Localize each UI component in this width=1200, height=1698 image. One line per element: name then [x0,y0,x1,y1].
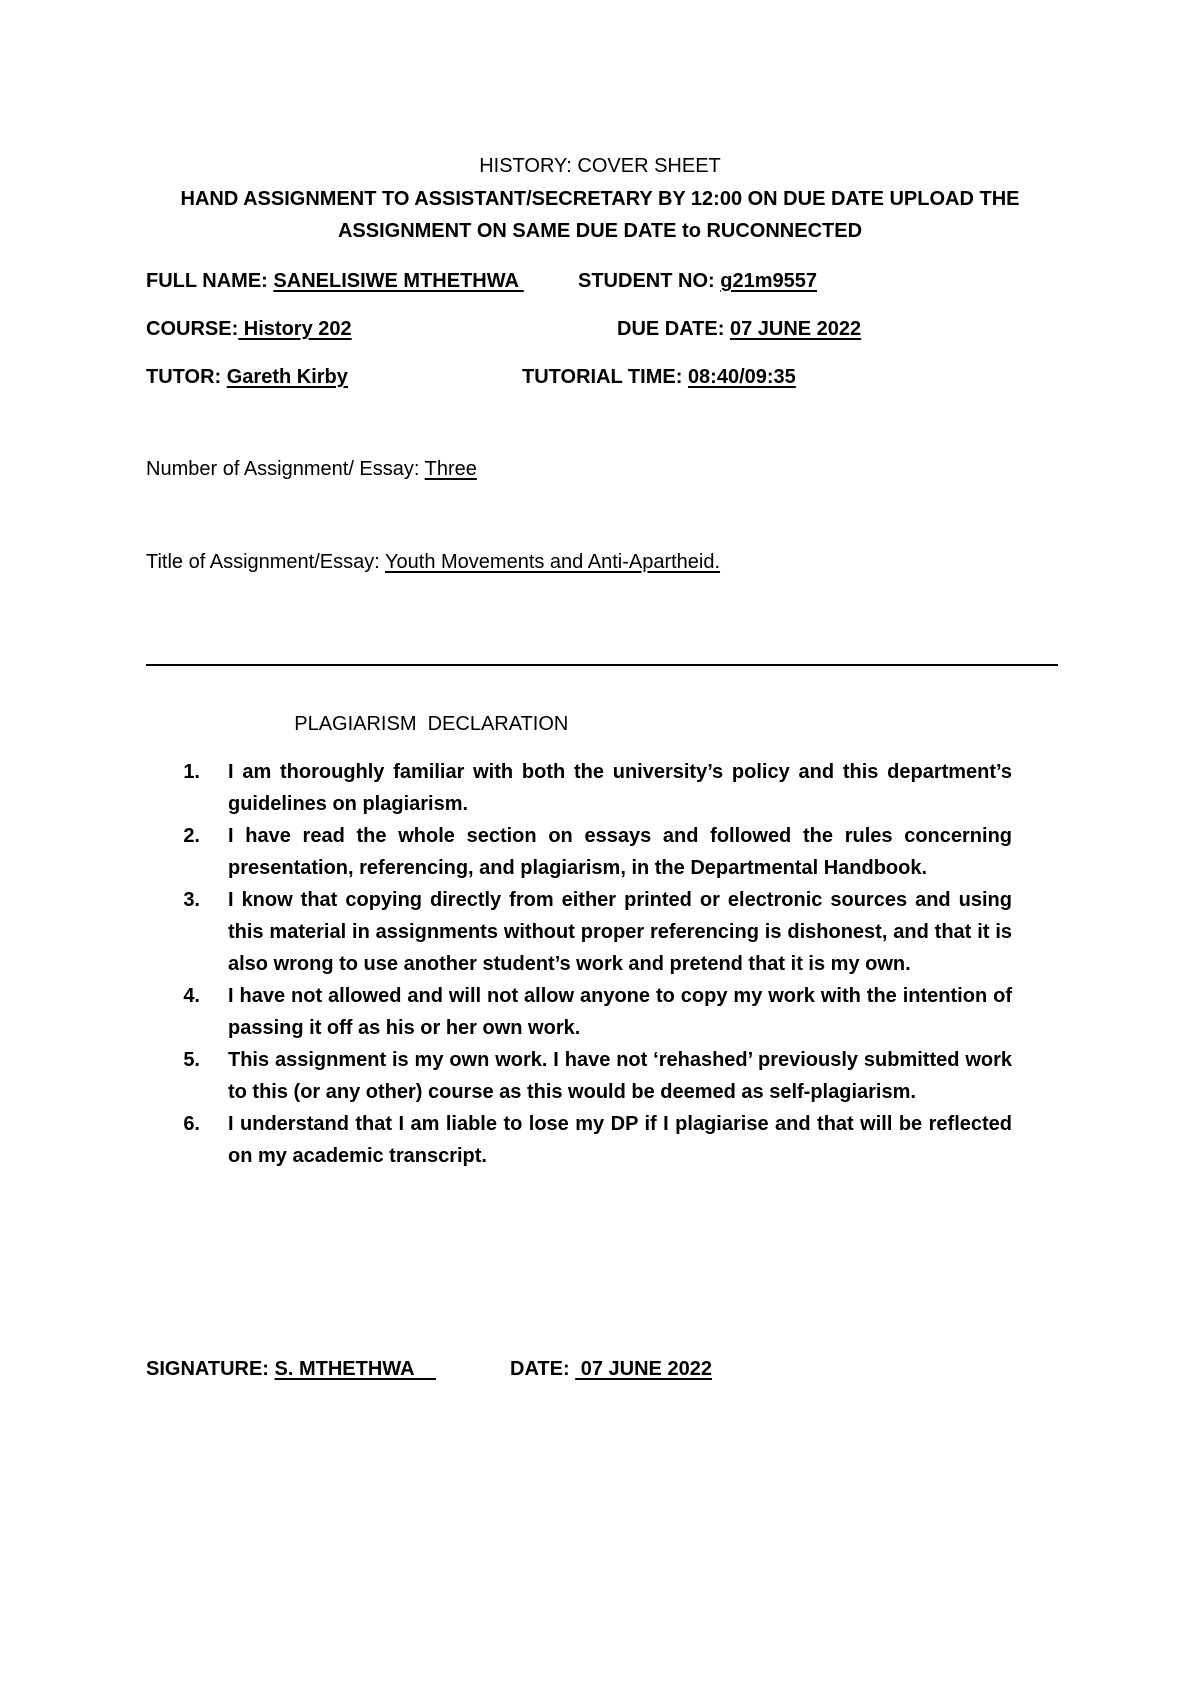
declaration-item-number: 2. [183,825,200,847]
tutor-row [146,366,348,389]
section-divider [146,664,1058,666]
declaration-heading-text: PLAGIARISM DECLARATION [294,713,569,735]
declaration-item [170,756,1012,820]
student-no-row [578,270,817,293]
tutor-value: Gareth Kirby [226,366,348,388]
assignment-title-value: Youth Movements and Anti-Apartheid. [385,551,721,573]
assignment-number-label: Number of Assignment/ Essay: [146,458,420,480]
instruction-line-1 [0,188,1200,211]
tutorial-time-value: 08:40/09:35 [687,366,796,388]
page-title [0,155,1200,178]
signature-label: SIGNATURE: [146,1358,269,1380]
signature-date-row [510,1358,712,1381]
declaration-item-number: 4. [183,985,200,1007]
tutorial-time-label: TUTORIAL TIME: [522,366,683,388]
course-row [146,318,352,341]
assignment-number-value: Three [424,458,477,480]
tutorial-time-row [522,366,796,389]
declaration-item-number: 1. [183,761,200,783]
full-name-label: FULL NAME: [146,270,268,292]
page-title-text: HISTORY: COVER SHEET [479,155,721,177]
student-no-label: STUDENT NO: [578,270,715,292]
signature-date-label: DATE: [510,1358,570,1380]
signature-value: S. MTHETHWA [274,1358,437,1380]
declaration-item-number: 3. [183,889,200,911]
declaration-item [170,820,1012,884]
declaration-item-text: I know that copying directly from either printed or electronic sources and using this material in assignments without proper referencing is dishonest, and that it is also wrong to use another student’s work and pretend that it is my own. [228,889,1012,975]
declaration-item [170,884,1012,980]
assignment-number-row [146,458,477,481]
declaration-item-text: I have not allowed and will not allow anyone to copy my work with the intention of passing it off as his or her own work. [228,985,1012,1039]
declaration-heading [272,690,568,759]
declaration-item [170,980,1012,1044]
declaration-item-text: I understand that I am liable to lose my DP if I plagiarise and that will be reflected on my academic transcript. [228,1113,1012,1167]
declaration-item-text: I am thoroughly familiar with both the university’s policy and this department’s guidelines on plagiarism. [228,761,1012,815]
tutor-label: TUTOR: [146,366,222,388]
course-label: COURSE: [146,318,239,340]
instruction-line-2 [0,220,1200,243]
due-date-label: DUE DATE: [617,318,725,340]
full-name-row [146,270,524,293]
declaration-list [170,756,1012,1172]
course-value: History 202 [238,318,352,340]
declaration-item-text: This assignment is my own work. I have not ‘rehashed’ previously submitted work to this (or any other) course as this would be deemed as self-plagiarism. [228,1049,1012,1103]
assignment-title-label: Title of Assignment/Essay: [146,551,380,573]
declaration-item-number: 5. [183,1049,200,1071]
instruction-line-2-text: ASSIGNMENT ON SAME DUE DATE to RUCONNECTED [337,220,863,242]
declaration-item-number: 6. [183,1113,200,1135]
signature-row [146,1358,436,1381]
instruction-line-1-text: HAND ASSIGNMENT TO ASSISTANT/SECRETARY BY 12:00 ON DUE DATE UPLOAD THE [180,188,1020,210]
declaration-item [170,1108,1012,1172]
full-name-value: SANELISIWE MTHETHWA [273,270,524,292]
due-date-row [617,318,861,341]
due-date-value: 07 JUNE 2022 [729,318,862,340]
assignment-title-row [146,551,720,574]
signature-date-value: 07 JUNE 2022 [575,1358,712,1380]
declaration-item [170,1044,1012,1108]
student-no-value: g21m9557 [720,270,817,292]
declaration-item-text: I have read the whole section on essays and followed the rules concerning presentation, referencing, and plagiarism, in the Departmental Handbook. [228,825,1012,879]
